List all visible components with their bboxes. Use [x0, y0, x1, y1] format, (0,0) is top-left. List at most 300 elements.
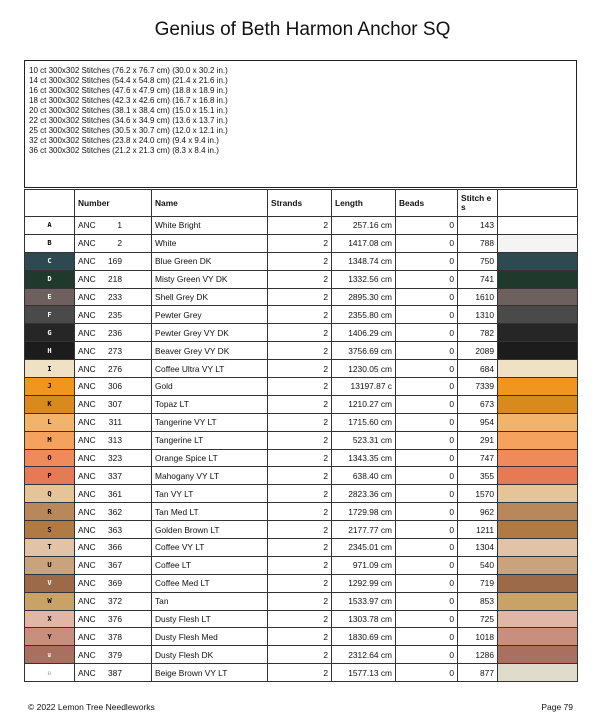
number-cell: [75, 252, 152, 270]
length-cell: 2312.64 cm: [332, 646, 396, 664]
name-cell: White: [152, 234, 268, 252]
size-line: 36 ct 300x302 Stitches (21.2 x 21.3 cm) (8.3 x 8.4 in.): [29, 146, 219, 155]
thread-code: 307: [108, 399, 122, 410]
table-row: [25, 234, 578, 252]
length-cell: 1343.35 cm: [332, 449, 396, 467]
brand-label: ANC: [78, 381, 96, 392]
strands-cell: 2: [268, 217, 332, 235]
symbol-cell: A: [25, 217, 75, 235]
name-cell: Tangerine LT: [152, 431, 268, 449]
length-cell: 1230.05 cm: [332, 360, 396, 378]
number-cell: [75, 539, 152, 557]
brand-label: ANC: [78, 614, 96, 625]
thread-code: 306: [108, 381, 122, 392]
brand-label: ANC: [78, 631, 96, 642]
symbol-cell: G: [25, 324, 75, 342]
beads-cell: 0: [396, 395, 458, 413]
length-cell: 2895.30 cm: [332, 288, 396, 306]
thread-code: 337: [108, 470, 122, 481]
number-cell: [75, 324, 152, 342]
color-swatch: [498, 556, 578, 574]
stitches-cell: 291: [458, 431, 498, 449]
brand-label: ANC: [78, 238, 96, 249]
strands-cell: 2: [268, 378, 332, 396]
number-cell: [75, 503, 152, 521]
name-cell: Misty Green VY DK: [152, 270, 268, 288]
thread-code: 387: [108, 667, 122, 678]
table-row: [25, 252, 578, 270]
number-cell: [75, 521, 152, 539]
symbol-cell: L: [25, 413, 75, 431]
stitches-cell: 954: [458, 413, 498, 431]
name-header: Name: [152, 190, 268, 217]
length-cell: 1303.78 cm: [332, 610, 396, 628]
symbol-cell: Y: [25, 628, 75, 646]
stitches-cell: 853: [458, 592, 498, 610]
strands-cell: 2: [268, 610, 332, 628]
beads-header: Beads: [396, 190, 458, 217]
stitches-cell: 1310: [458, 306, 498, 324]
table-row: [25, 574, 578, 592]
symbol-cell: R: [25, 503, 75, 521]
stitches-cell: 877: [458, 664, 498, 682]
name-cell: Pewter Grey: [152, 306, 268, 324]
thread-code: 311: [108, 417, 122, 428]
table-row: [25, 539, 578, 557]
symbol-cell: O: [25, 449, 75, 467]
size-line: 20 ct 300x302 Stitches (38.1 x 38.4 cm) (15.0 x 15.1 in.): [29, 106, 228, 115]
stitches-cell: 747: [458, 449, 498, 467]
thread-code: 361: [108, 488, 122, 499]
strands-cell: 2: [268, 485, 332, 503]
number-cell: [75, 288, 152, 306]
beads-cell: 0: [396, 521, 458, 539]
thread-code: 378: [108, 631, 122, 642]
strands-cell: 2: [268, 574, 332, 592]
beads-cell: 0: [396, 485, 458, 503]
thread-code: 362: [108, 506, 122, 517]
page-number: Page 79: [541, 702, 573, 712]
length-cell: 1406.29 cm: [332, 324, 396, 342]
size-line: 14 ct 300x302 Stitches (54.4 x 54.8 cm) (21.4 x 21.6 in.): [29, 76, 228, 85]
color-swatch: [498, 503, 578, 521]
strands-cell: 2: [268, 503, 332, 521]
thread-code: 367: [108, 560, 122, 571]
beads-cell: 0: [396, 270, 458, 288]
brand-label: ANC: [78, 506, 96, 517]
name-cell: Tan Med LT: [152, 503, 268, 521]
beads-cell: 0: [396, 646, 458, 664]
table-row: [25, 628, 578, 646]
name-cell: Dusty Flesh LT: [152, 610, 268, 628]
color-header: [498, 190, 578, 217]
thread-code: 233: [108, 292, 122, 302]
strands-cell: 2: [268, 628, 332, 646]
beads-cell: 0: [396, 378, 458, 396]
table-row: [25, 467, 578, 485]
symbol-cell: T: [25, 539, 75, 557]
stitches-cell: 684: [458, 360, 498, 378]
name-cell: White Bright: [152, 217, 268, 235]
beads-cell: 0: [396, 539, 458, 557]
symbol-cell: V: [25, 574, 75, 592]
table-row: [25, 592, 578, 610]
beads-cell: 0: [396, 449, 458, 467]
color-swatch: [498, 270, 578, 288]
brand-label: ANC: [78, 399, 96, 410]
symbol-header: [25, 190, 75, 217]
color-swatch: [498, 395, 578, 413]
number-cell: [75, 431, 152, 449]
color-swatch: [498, 664, 578, 682]
name-cell: Coffee VY LT: [152, 539, 268, 557]
table-row: [25, 646, 578, 664]
brand-label: ANC: [78, 274, 96, 285]
brand-label: ANC: [78, 470, 96, 481]
brand-label: ANC: [78, 363, 96, 374]
color-swatch: [498, 521, 578, 539]
strands-cell: 2: [268, 646, 332, 664]
length-cell: 1348.74 cm: [332, 252, 396, 270]
color-swatch: [498, 431, 578, 449]
strands-cell: 2: [268, 664, 332, 682]
table-row: [25, 610, 578, 628]
name-cell: Tan: [152, 592, 268, 610]
symbol-cell: I: [25, 360, 75, 378]
number-cell: [75, 270, 152, 288]
table-row: [25, 217, 578, 235]
number-cell: [75, 610, 152, 628]
table-row: [25, 449, 578, 467]
color-swatch: [498, 467, 578, 485]
stitches-cell: 1286: [458, 646, 498, 664]
length-cell: 1417.08 cm: [332, 234, 396, 252]
brand-label: ANC: [78, 578, 96, 589]
beads-cell: 0: [396, 664, 458, 682]
table-row: [25, 342, 578, 360]
color-swatch: [498, 324, 578, 342]
name-cell: Coffee LT: [152, 556, 268, 574]
brand-label: ANC: [78, 524, 96, 535]
brand-label: ANC: [78, 488, 96, 499]
beads-cell: 0: [396, 234, 458, 252]
name-cell: Blue Green DK: [152, 252, 268, 270]
stitches-cell: 741: [458, 270, 498, 288]
name-cell: Orange Spice LT: [152, 449, 268, 467]
beads-cell: 0: [396, 306, 458, 324]
strands-cell: 2: [268, 324, 332, 342]
length-cell: 2823.36 cm: [332, 485, 396, 503]
brand-label: ANC: [78, 667, 96, 678]
number-cell: [75, 217, 152, 235]
length-header: Length: [332, 190, 396, 217]
table-row: [25, 413, 578, 431]
brand-label: ANC: [78, 596, 96, 607]
name-cell: Golden Brown LT: [152, 521, 268, 539]
strands-cell: 2: [268, 395, 332, 413]
name-cell: Mahogany VY LT: [152, 467, 268, 485]
brand-label: ANC: [78, 435, 96, 446]
stitches-cell: 7339: [458, 378, 498, 396]
stitches-cell: 1304: [458, 539, 498, 557]
symbol-cell: X: [25, 610, 75, 628]
stitches-cell: 2089: [458, 342, 498, 360]
strands-cell: 2: [268, 413, 332, 431]
number-cell: [75, 628, 152, 646]
name-cell: Beige Brown VY LT: [152, 664, 268, 682]
color-swatch: [498, 592, 578, 610]
length-cell: 2177.77 cm: [332, 521, 396, 539]
table-row: [25, 485, 578, 503]
number-cell: [75, 449, 152, 467]
brand-label: ANC: [78, 560, 96, 571]
color-swatch: [498, 628, 578, 646]
length-cell: 1210.27 cm: [332, 395, 396, 413]
beads-cell: 0: [396, 610, 458, 628]
stitches-cell: 540: [458, 556, 498, 574]
thread-code: 313: [108, 435, 122, 446]
stitches-cell: 750: [458, 252, 498, 270]
table-row: [25, 360, 578, 378]
thread-code: 376: [108, 614, 122, 625]
length-cell: 1577.13 cm: [332, 664, 396, 682]
stitches-cell: 673: [458, 395, 498, 413]
color-swatch: [498, 306, 578, 324]
symbol-cell: U: [25, 556, 75, 574]
name-cell: Pewter Grey VY DK: [152, 324, 268, 342]
thread-code: 276: [108, 363, 122, 374]
beads-cell: 0: [396, 342, 458, 360]
name-cell: Topaz LT: [152, 395, 268, 413]
length-cell: 2355.80 cm: [332, 306, 396, 324]
strands-cell: 2: [268, 342, 332, 360]
symbol-cell: P: [25, 467, 75, 485]
strands-cell: 2: [268, 467, 332, 485]
table-row: [25, 306, 578, 324]
symbol-cell: E: [25, 288, 75, 306]
beads-cell: 0: [396, 217, 458, 235]
strands-cell: 2: [268, 234, 332, 252]
number-cell: [75, 467, 152, 485]
thread-code: 218: [108, 274, 122, 285]
stitches-cell: 1570: [458, 485, 498, 503]
color-swatch: [498, 646, 578, 664]
name-cell: Coffee Ultra VY LT: [152, 360, 268, 378]
beads-cell: 0: [396, 288, 458, 306]
stitches-cell: 788: [458, 234, 498, 252]
brand-label: ANC: [78, 292, 96, 302]
name-cell: Coffee Med LT: [152, 574, 268, 592]
beads-cell: 0: [396, 556, 458, 574]
strands-cell: 2: [268, 521, 332, 539]
length-cell: 1830.69 cm: [332, 628, 396, 646]
size-line: 10 ct 300x302 Stitches (76.2 x 76.7 cm) (30.0 x 30.2 in.): [29, 66, 228, 75]
brand-label: ANC: [78, 649, 96, 660]
copyright: © 2022 Lemon Tree Needleworks: [28, 702, 155, 712]
name-cell: Tangerine VY LT: [152, 413, 268, 431]
beads-cell: 0: [396, 574, 458, 592]
stitches-cell: 782: [458, 324, 498, 342]
thread-code: 323: [108, 453, 122, 464]
stitches-cell: 962: [458, 503, 498, 521]
number-cell: [75, 485, 152, 503]
number-cell: [75, 342, 152, 360]
stitches-cell: 719: [458, 574, 498, 592]
symbol-cell: W: [25, 592, 75, 610]
length-cell: 2345.01 cm: [332, 539, 396, 557]
table-header: [25, 190, 578, 217]
stitches-cell: 355: [458, 467, 498, 485]
beads-cell: 0: [396, 324, 458, 342]
page-title: Genius of Beth Harmon Anchor SQ: [154, 19, 451, 40]
length-cell: 1332.56 cm: [332, 270, 396, 288]
thread-code: 366: [108, 542, 122, 553]
symbol-cell: ♛: [25, 646, 75, 664]
length-cell: 1729.98 cm: [332, 503, 396, 521]
beads-cell: 0: [396, 431, 458, 449]
stitches-cell: 725: [458, 610, 498, 628]
number-cell: [75, 574, 152, 592]
symbol-cell: H: [25, 342, 75, 360]
name-cell: Shell Grey DK: [152, 288, 268, 306]
length-cell: 3756.69 cm: [332, 342, 396, 360]
strands-cell: 2: [268, 288, 332, 306]
color-swatch: [498, 360, 578, 378]
size-line: 32 ct 300x302 Stitches (23.8 x 24.0 cm) (9.4 x 9.4 in.): [29, 136, 219, 145]
length-cell: 1292.99 cm: [332, 574, 396, 592]
strands-header: Strands: [268, 190, 332, 217]
table-row: [25, 270, 578, 288]
table-row: [25, 378, 578, 396]
symbol-cell: M: [25, 431, 75, 449]
size-line: 25 ct 300x302 Stitches (30.5 x 30.7 cm) (12.0 x 12.1 in.): [29, 126, 228, 135]
beads-cell: 0: [396, 252, 458, 270]
color-swatch: [498, 574, 578, 592]
stitch-size-box: [24, 60, 577, 188]
length-cell: 971.09 cm: [332, 556, 396, 574]
brand-label: ANC: [78, 453, 96, 464]
table-row: [25, 556, 578, 574]
thread-code: 372: [108, 596, 122, 607]
color-swatch: [498, 252, 578, 270]
strands-cell: 2: [268, 252, 332, 270]
stitches-cell: 143: [458, 217, 498, 235]
symbol-cell: B: [25, 234, 75, 252]
beads-cell: 0: [396, 628, 458, 646]
length-cell: 1533.97 cm: [332, 592, 396, 610]
number-cell: [75, 234, 152, 252]
thread-code: 235: [108, 309, 122, 320]
number-cell: [75, 378, 152, 396]
brand-label: ANC: [78, 220, 96, 231]
stitches-header: Stitch es: [458, 190, 498, 217]
symbol-cell: D: [25, 270, 75, 288]
color-swatch: [498, 449, 578, 467]
thread-code: 2: [117, 238, 122, 249]
strands-cell: 2: [268, 306, 332, 324]
beads-cell: 0: [396, 592, 458, 610]
table-row: [25, 395, 578, 413]
stitches-cell: 1211: [458, 521, 498, 539]
beads-cell: 0: [396, 360, 458, 378]
number-cell: [75, 360, 152, 378]
symbol-cell: F: [25, 306, 75, 324]
name-cell: Dusty Flesh Med: [152, 628, 268, 646]
table-row: [25, 324, 578, 342]
length-cell: 1715.60 cm: [332, 413, 396, 431]
length-cell: 13197.87 c: [332, 378, 396, 396]
symbol-cell: K: [25, 395, 75, 413]
color-swatch: [498, 610, 578, 628]
color-swatch: [498, 485, 578, 503]
number-header: Number: [75, 190, 152, 217]
length-cell: 257.16 cm: [332, 217, 396, 235]
symbol-cell: Q: [25, 485, 75, 503]
brand-label: ANC: [78, 345, 96, 356]
thread-code: 1: [117, 220, 122, 231]
number-cell: [75, 556, 152, 574]
number-cell: [75, 306, 152, 324]
name-cell: Gold: [152, 378, 268, 396]
color-swatch: [498, 217, 578, 235]
strands-cell: 2: [268, 431, 332, 449]
strands-cell: 2: [268, 539, 332, 557]
beads-cell: 0: [396, 503, 458, 521]
thread-code: 169: [108, 256, 122, 267]
brand-label: ANC: [78, 542, 96, 553]
size-line: 16 ct 300x302 Stitches (47.6 x 47.9 cm) (18.8 x 18.9 in.): [29, 86, 228, 95]
number-cell: [75, 592, 152, 610]
color-swatch: [498, 342, 578, 360]
number-cell: [75, 664, 152, 682]
thread-code: 369: [108, 578, 122, 589]
length-cell: 638.40 cm: [332, 467, 396, 485]
strands-cell: 2: [268, 556, 332, 574]
color-swatch: [498, 539, 578, 557]
symbol-cell: J: [25, 378, 75, 396]
strands-cell: 2: [268, 449, 332, 467]
size-line: 18 ct 300x302 Stitches (42.3 x 42.6 cm) (16.7 x 16.8 in.): [29, 96, 228, 105]
symbol-cell: C: [25, 252, 75, 270]
strands-cell: 2: [268, 270, 332, 288]
strands-cell: 2: [268, 360, 332, 378]
thread-code: 273: [108, 345, 122, 356]
table-row: [25, 431, 578, 449]
size-line: 22 ct 300x302 Stitches (34.6 x 34.9 cm) (13.6 x 13.7 in.): [29, 116, 228, 125]
thread-code: 363: [108, 524, 122, 535]
color-swatch: [498, 413, 578, 431]
table-row: [25, 664, 578, 682]
brand-label: ANC: [78, 417, 96, 428]
table-row: [25, 288, 578, 306]
symbol-cell: ♘: [25, 664, 75, 682]
symbol-cell: S: [25, 521, 75, 539]
beads-cell: 0: [396, 413, 458, 431]
number-cell: [75, 413, 152, 431]
brand-label: ANC: [78, 256, 96, 267]
beads-cell: 0: [396, 467, 458, 485]
color-swatch: [498, 288, 578, 306]
name-cell: Beaver Grey VY DK: [152, 342, 268, 360]
number-cell: [75, 395, 152, 413]
table-row: [25, 521, 578, 539]
number-cell: [75, 646, 152, 664]
brand-label: ANC: [78, 327, 96, 338]
thread-code: 236: [108, 327, 122, 338]
stitches-cell: 1018: [458, 628, 498, 646]
stitches-cell: 1610: [458, 288, 498, 306]
color-swatch: [498, 234, 578, 252]
